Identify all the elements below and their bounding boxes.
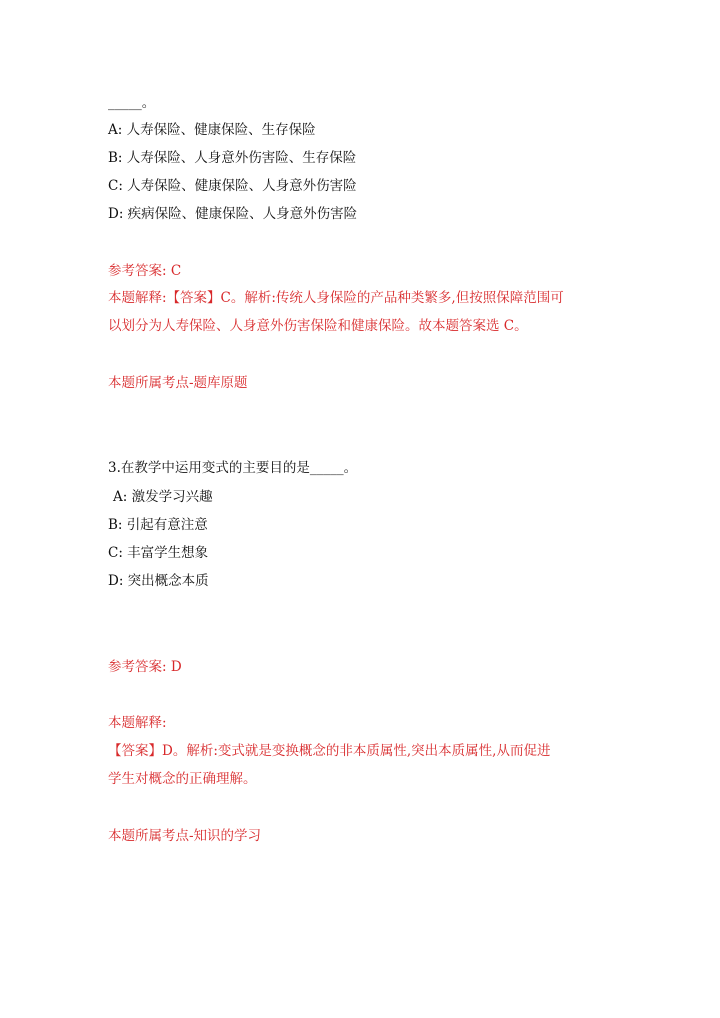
q2-option-a: A: 人寿保险、健康保险、生存保险 [108,122,316,138]
q3-option-d: D: 突出概念本质 [108,573,209,589]
q3-option-c: C: 丰富学生想象 [108,545,209,561]
q3-option-a: A: 激发学习兴趣 [113,489,213,505]
q2-explanation-line-2: 以划分为人寿保险、人身意外伤害保险和健康保险。故本题答案选 C。 [108,318,528,334]
q3-explanation-line-2: 学生对概念的正确理解。 [108,771,257,787]
q2-topic: 本题所属考点-题库原题 [108,375,248,391]
q2-option-c: C: 人寿保险、健康保险、人身意外伤害险 [108,178,357,194]
q3-topic: 本题所属考点-知识的学习 [108,828,262,844]
q2-answer: 参考答案: C [108,263,182,279]
q3-stem: 3.在教学中运用变式的主要目的是_____。 [108,460,358,476]
q3-explanation-label: 本题解释: [108,715,167,731]
q2-option-b: B: 人寿保险、人身意外伤害险、生存保险 [108,150,357,166]
q2-explanation-line-1: 本题解释:【答案】C。解析:传统人身保险的产品种类繁多,但按照保障范围可 [108,290,564,306]
q3-option-b: B: 引起有意注意 [108,517,208,533]
q2-stem-tail: _____。 [108,95,156,111]
q3-explanation-line-1: 【答案】D。解析:变式就是变换概念的非本质属性,突出本质属性,从而促进 [108,743,551,759]
q3-answer: 参考答案: D [108,659,182,675]
q2-option-d: D: 疾病保险、健康保险、人身意外伤害险 [108,206,358,222]
